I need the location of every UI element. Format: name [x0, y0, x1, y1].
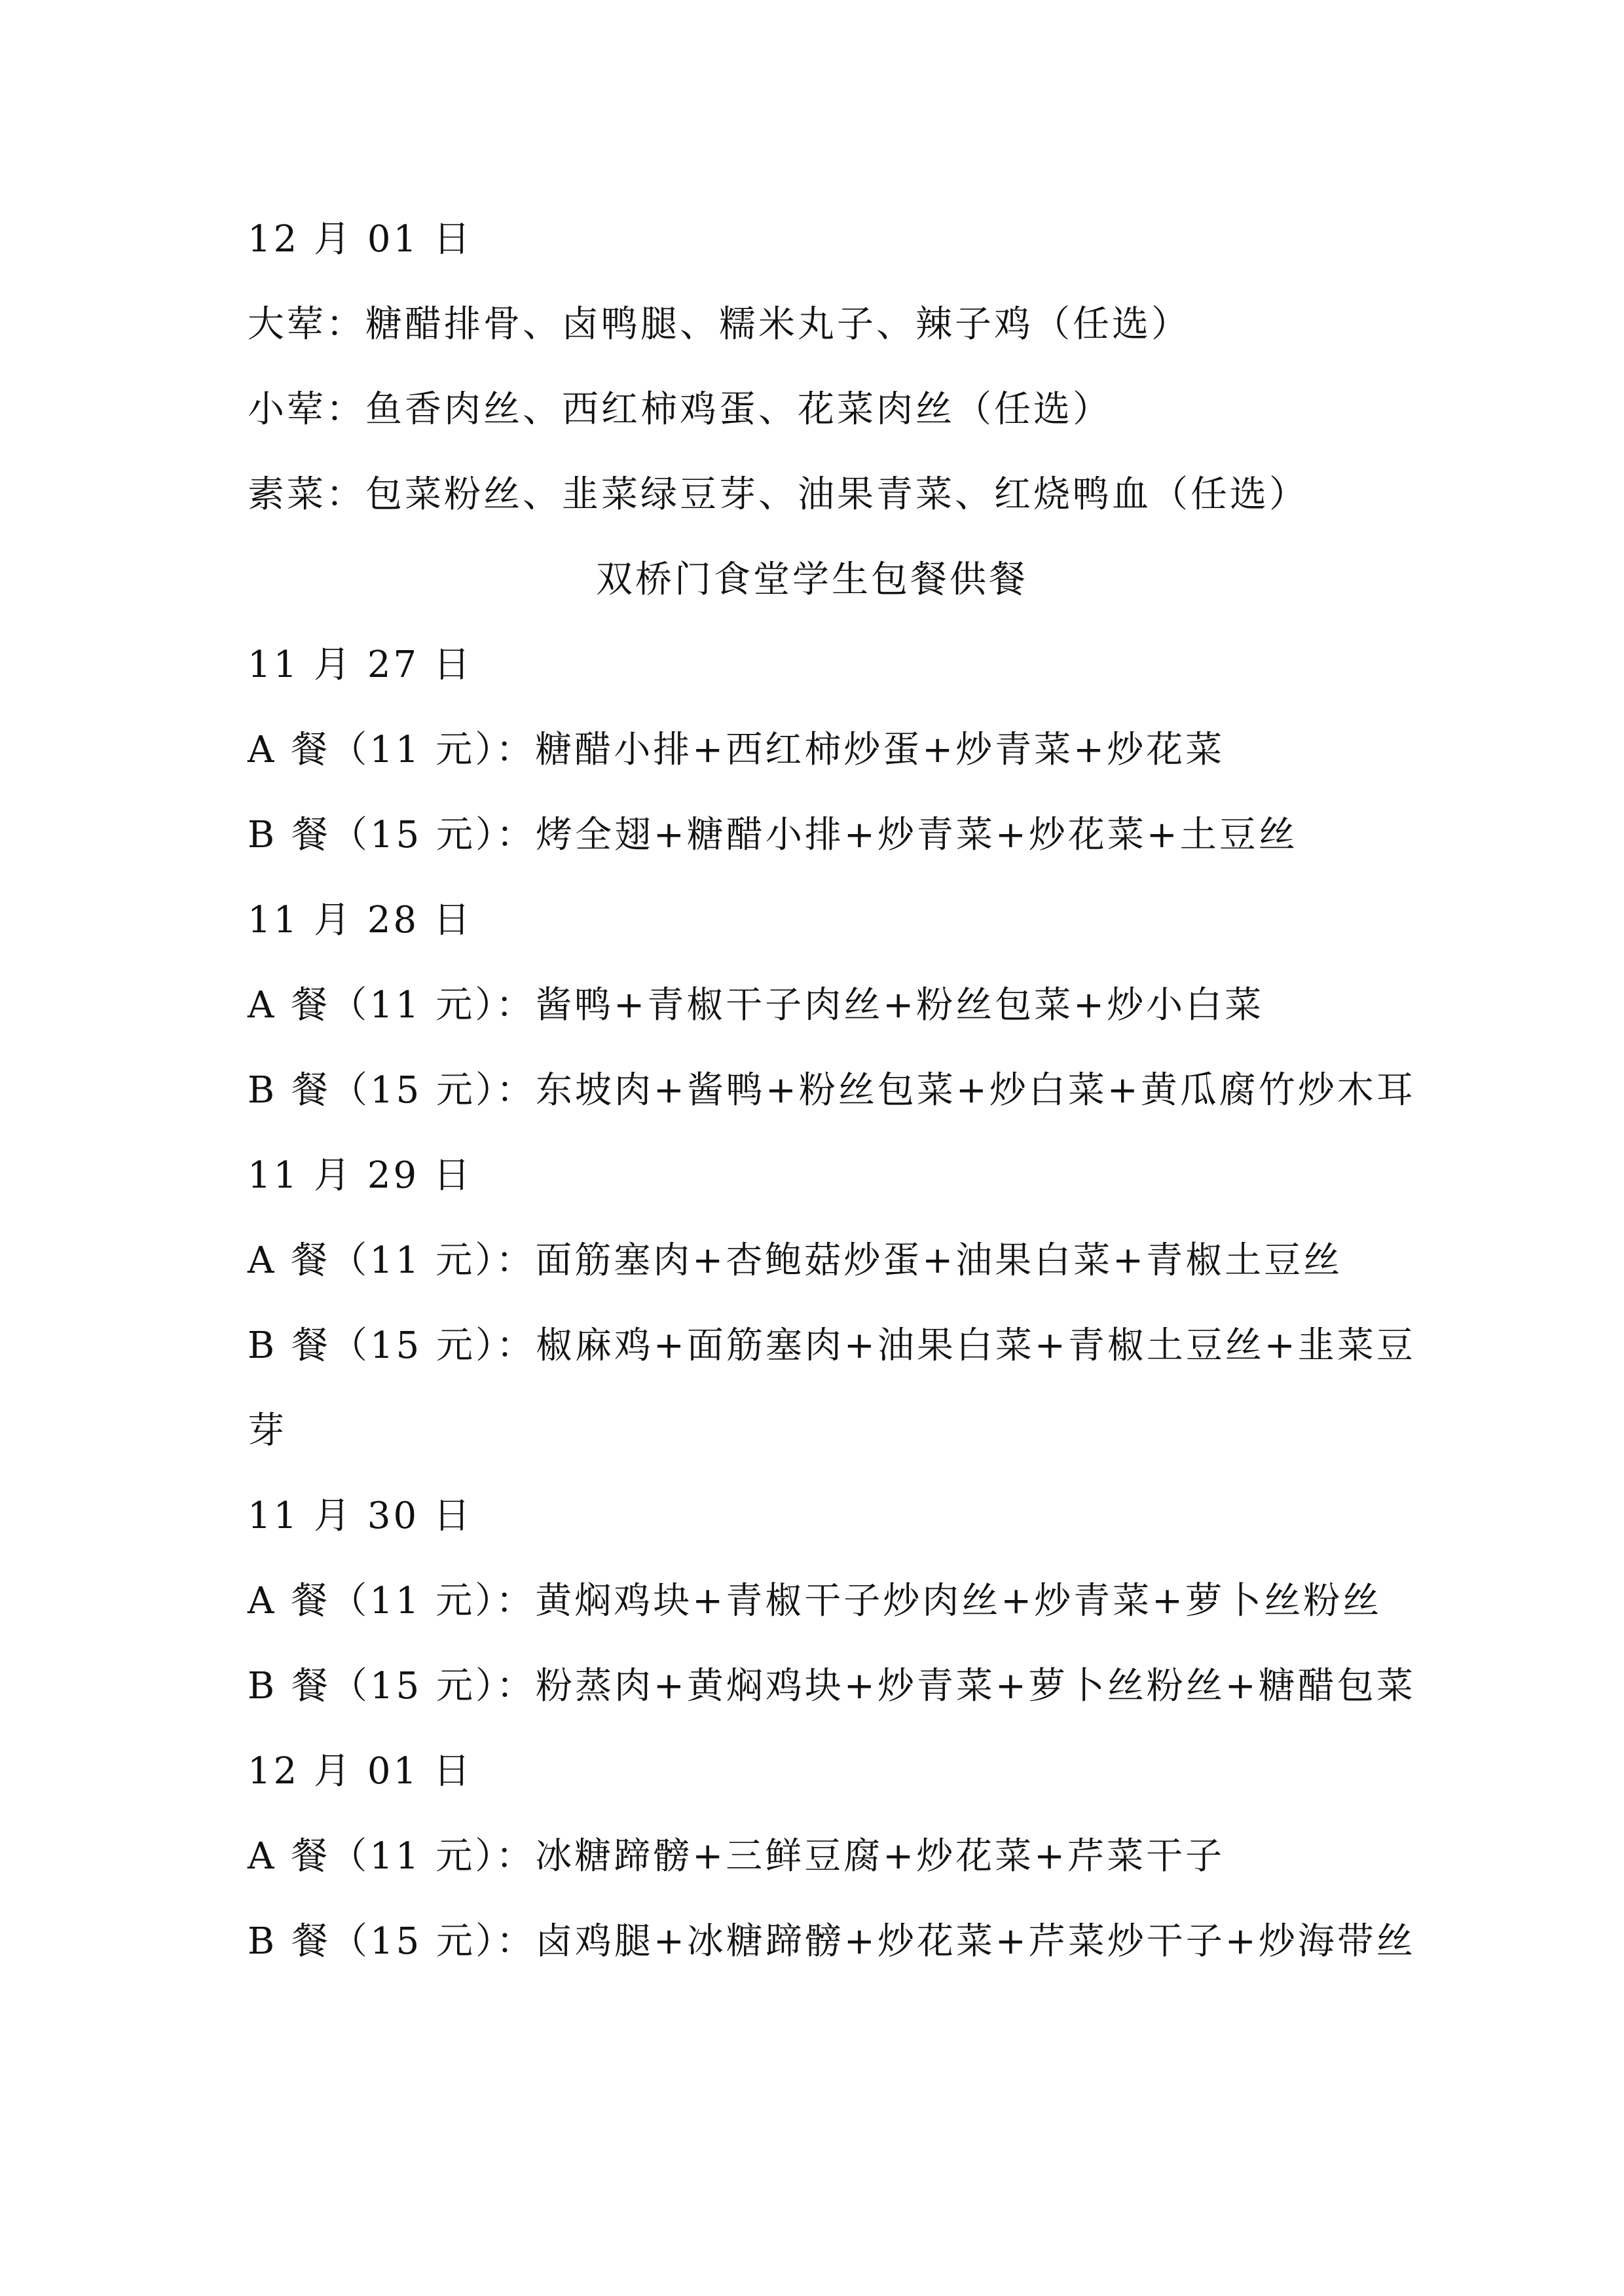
b-meal-line: B 餐（15 元）：烤全翅+糖醋小排+炒青菜+炒花菜+土豆丝: [248, 814, 1298, 856]
b-meal-line: B 餐（15 元）：粉蒸肉+黄焖鸡块+炒青菜+萝卜丝粉丝+糖醋包菜: [248, 1665, 1416, 1707]
a-meal-line: A 餐（11 元）：酱鸭+青椒干子肉丝+粉丝包菜+炒小白菜: [248, 984, 1264, 1027]
b-meal-line: B 餐（15 元）：东坡肉+酱鸭+粉丝包菜+炒白菜+黄瓜腐竹炒木耳: [248, 1069, 1416, 1112]
page-title: 双桥门食堂学生包餐供餐: [596, 558, 1028, 601]
vegetable-line: 素菜：包菜粉丝、韭菜绿豆芽、油果青菜、红烧鸭血（任选）: [248, 473, 1308, 516]
b-meal-line: B 餐（15 元）：卤鸡腿+冰糖蹄髈+炒花菜+芹菜炒干子+炒海带丝: [248, 1920, 1416, 1963]
top-date: 12 月 01 日: [248, 218, 473, 261]
b-meal-line-continued: 芽: [248, 1410, 287, 1452]
a-meal-line: A 餐（11 元）：糖醋小排+西红柿炒蛋+炒青菜+炒花菜: [248, 729, 1225, 771]
b-meal-line: B 餐（15 元）：椒麻鸡+面筋塞肉+油果白菜+青椒土豆丝+韭菜豆: [248, 1324, 1416, 1367]
a-meal-line: A 餐（11 元）：黄焖鸡块+青椒干子炒肉丝+炒青菜+萝卜丝粉丝: [248, 1580, 1382, 1622]
day-date: 11 月 28 日: [248, 899, 473, 941]
day-date: 11 月 30 日: [248, 1495, 473, 1537]
day-date: 12 月 01 日: [248, 1750, 473, 1793]
day-date: 11 月 29 日: [248, 1154, 473, 1197]
a-meal-line: A 餐（11 元）：冰糖蹄髈+三鲜豆腐+炒花菜+芹菜干子: [248, 1835, 1225, 1878]
small-meat-line: 小荤：鱼香肉丝、西红柿鸡蛋、花菜肉丝（任选）: [248, 388, 1112, 431]
a-meal-line: A 餐（11 元）：面筋塞肉+杏鲍菇炒蛋+油果白菜+青椒土豆丝: [248, 1239, 1343, 1282]
big-meat-line: 大荤：糖醋排骨、卤鸭腿、糯米丸子、辣子鸡（任选）: [248, 303, 1190, 346]
day-date: 11 月 27 日: [248, 644, 473, 686]
